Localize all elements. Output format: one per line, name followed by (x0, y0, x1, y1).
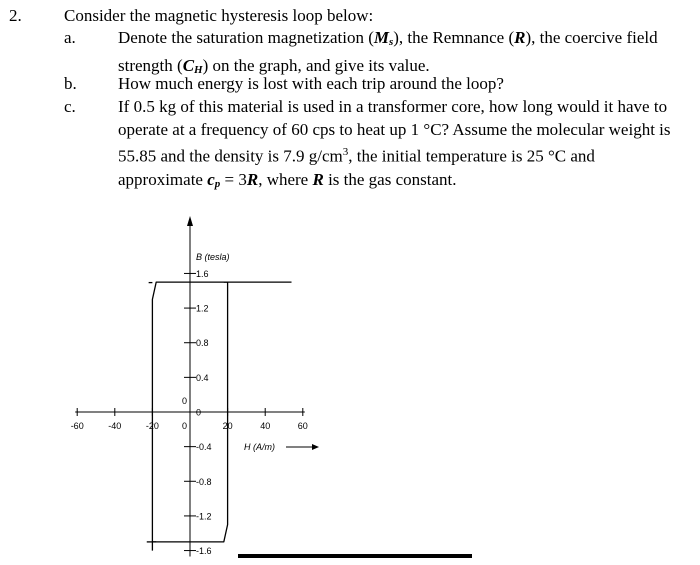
ms-symbol: $M_s$ (373, 28, 394, 48)
y-axis-label: B (tesla) (196, 252, 230, 262)
x-tick-label-5: 40 (260, 421, 271, 431)
item-b-line-1: How much energy is lost with each trip around the loop? (118, 74, 504, 93)
origin-label-y: 0 (181, 396, 187, 406)
item-a-line-2: strength $(C_H)$ on the graph, and give its value. (118, 56, 430, 76)
y-tick-label-6: -0.8 (196, 476, 212, 487)
item-c-line-2: operate at a frequency of 60 cps to heat up 1 °C? Assume the molecular weight is (118, 120, 671, 139)
x-axis-label: H (A/m) (244, 442, 275, 452)
item-b-label: b. (64, 74, 77, 93)
question-stem: Consider the magnetic hysteresis loop below: (64, 6, 374, 25)
item-c-line-1: If 0.5 kg of this material is used in a transformer core, how long would it have to (118, 97, 668, 116)
ch-symbol: $C_H$ (182, 56, 203, 76)
item-a-label: a. (64, 28, 76, 47)
r-symbol: R (514, 28, 526, 47)
origin-label-x: 0 (181, 421, 187, 431)
y-tick-label-1: 1.2 (196, 303, 209, 314)
y-tick-label-4: 0 (196, 407, 202, 418)
x-tick-label-4: 20 (222, 421, 233, 431)
y-tick-label-5: -0.4 (196, 442, 212, 453)
cp-symbol: $c_p$ (207, 169, 221, 190)
y-axis-arrow (187, 216, 193, 226)
y-tick-label-0: 1.6 (196, 268, 209, 279)
item-c-line-3: 55.85 and the density is 7.9 $g/cm^3$, the initial temperature is 25 °C and (118, 146, 595, 166)
item-c-label: c. (64, 97, 76, 116)
x-tick-label-1: -40 (108, 421, 122, 431)
chart-series (147, 282, 292, 550)
question-number: 2. (9, 6, 22, 25)
y-tick-label-3: 0.4 (196, 372, 209, 383)
x-label-arrow-head (312, 444, 319, 450)
item-a-line-1: Denote the saturation magnetization $(M_s)$, the Remnance (R), the coercive field (118, 28, 658, 48)
y-tick-label-8: -1.6 (196, 546, 212, 557)
x-tick-label-0: -60 (70, 421, 84, 431)
y-tick-label-2: 0.8 (196, 338, 209, 349)
chart-axes (75, 216, 319, 557)
item-c-line-4: approximate $c_p = 3R$, where R is the gas constant. (118, 169, 457, 190)
x-tick-label-2: -20 (145, 421, 159, 431)
x-tick-label-6: 60 (297, 421, 308, 431)
y-tick-label-7: -1.2 (196, 511, 212, 522)
